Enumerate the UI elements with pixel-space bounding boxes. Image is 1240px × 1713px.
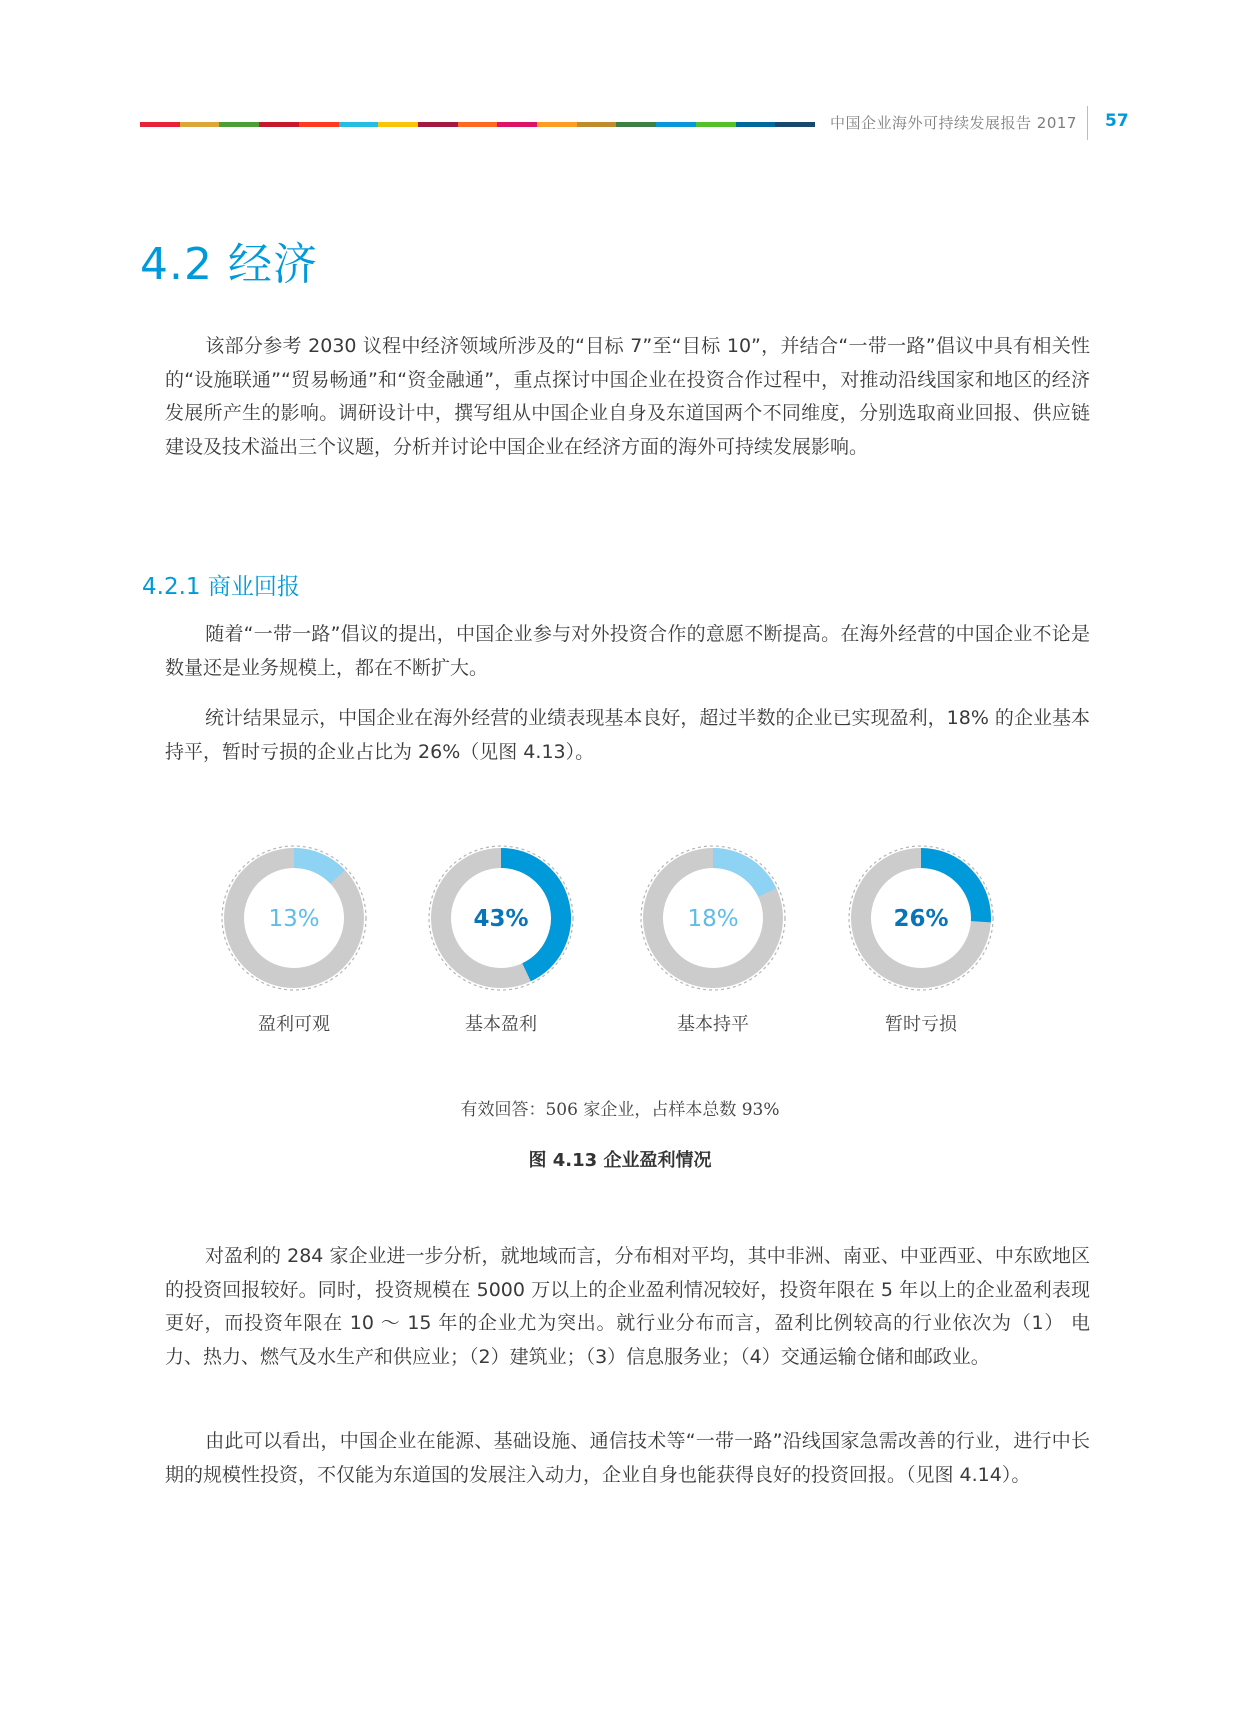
paragraph-3 bbox=[165, 1240, 1090, 1374]
donut-value-label: 43% bbox=[473, 906, 529, 932]
profit-donut-chart bbox=[0, 835, 1240, 1035]
page-number: 57 bbox=[1105, 111, 1129, 131]
intro-text: 该部分参考 2030 议程中经济领域所涉及的“目标 7”至“目标 10”，并结合“一带一路”倡议中具有相关性的“设施联通”“贸易畅通”和“资金融通”，重点探讨中国企业在投资合作过程中，对推动沿线国家和地区的经济发展所产生的影响。调研设计中，撰写组从中国企业自身及东道国两个不同维度，分别选取商业回报、供应链建设及技术溢出三个议题，分析并讨论中国企业在经济方面的海外可持续发展影响。 bbox=[165, 335, 1090, 458]
report-title: 中国企业海外可持续发展报告 2017 bbox=[830, 114, 1077, 132]
stripe-segment bbox=[299, 122, 339, 127]
stripe-segment bbox=[656, 122, 696, 127]
paragraph-1-text: 随着“一带一路”倡议的提出，中国企业参与对外投资合作的意愿不断提高。在海外经营的中国企业不论是数量还是业务规模上，都在不断扩大。 bbox=[165, 623, 1090, 679]
paragraph-1 bbox=[165, 618, 1090, 685]
donut-value-label: 18% bbox=[687, 906, 739, 932]
subsection-title: 4.2.1 商业回报 bbox=[142, 574, 300, 600]
stripe-segment bbox=[775, 122, 815, 127]
donut-value-label: 13% bbox=[268, 906, 320, 932]
chart-category-label: 暂时亏损 bbox=[885, 1014, 957, 1035]
intro-paragraph bbox=[165, 330, 1090, 464]
page-header bbox=[0, 0, 1240, 150]
paragraph-4-text: 由此可以看出，中国企业在能源、基础设施、通信技术等“一带一路”沿线国家急需改善的行业，进行中长期的规模性投资，不仅能为东道国的发展注入动力，企业自身也能获得良好的投资回报。（见图 4.14）。 bbox=[165, 1430, 1090, 1486]
stripe-segment bbox=[140, 122, 180, 127]
chart-category-label: 基本盈利 bbox=[465, 1014, 537, 1035]
stripe-segment bbox=[418, 122, 458, 127]
chart-category-label: 盈利可观 bbox=[258, 1014, 330, 1035]
stripe-segment bbox=[219, 122, 259, 127]
stripe-segment bbox=[616, 122, 656, 127]
stripe-segment bbox=[378, 122, 418, 127]
donut-value-label: 26% bbox=[893, 906, 949, 932]
figure-caption: 图 4.13 企业盈利情况 bbox=[528, 1150, 712, 1171]
stripe-segment bbox=[736, 122, 776, 127]
stripe-segment bbox=[259, 122, 299, 127]
paragraph-4 bbox=[165, 1425, 1090, 1492]
figure-note: 有效回答：506 家企业，占样本总数 93% bbox=[460, 1100, 780, 1120]
header-divider bbox=[1087, 106, 1088, 140]
stripe-segment bbox=[458, 122, 498, 127]
section-title: 4.2 经济 bbox=[140, 239, 318, 290]
paragraph-2 bbox=[165, 702, 1090, 769]
stripe-segment bbox=[180, 122, 220, 127]
stripe-segment bbox=[577, 122, 617, 127]
stripe-segment bbox=[537, 122, 577, 127]
stripe-segment bbox=[696, 122, 736, 127]
paragraph-3-text: 对盈利的 284 家企业进一步分析，就地域而言，分布相对平均，其中非洲、南亚、中亚西亚、中东欧地区的投资回报较好。同时，投资规模在 5000 万以上的企业盈利情况较好，投资年限在 5 年以上的企业盈利表现更好，而投资年限在 10 ～ 15 年的企业尤为突出。就行业分布而言，盈利比例较高的行业依次为（1） 电力、热力、燃气及水生产和供应业；（2）建筑业；（3）信息服务业；（4）交通运输仓储和邮政业。 bbox=[165, 1245, 1090, 1368]
chart-category-label: 基本持平 bbox=[677, 1014, 749, 1035]
paragraph-2-text: 统计结果显示，中国企业在海外经营的业绩表现基本良好，超过半数的企业已实现盈利，18% 的企业基本持平，暂时亏损的企业占比为 26%（见图 4.13）。 bbox=[165, 707, 1090, 763]
donut-segment bbox=[294, 858, 338, 877]
stripe-segment bbox=[497, 122, 537, 127]
stripe-segment bbox=[339, 122, 379, 127]
donut-segment bbox=[713, 858, 767, 892]
